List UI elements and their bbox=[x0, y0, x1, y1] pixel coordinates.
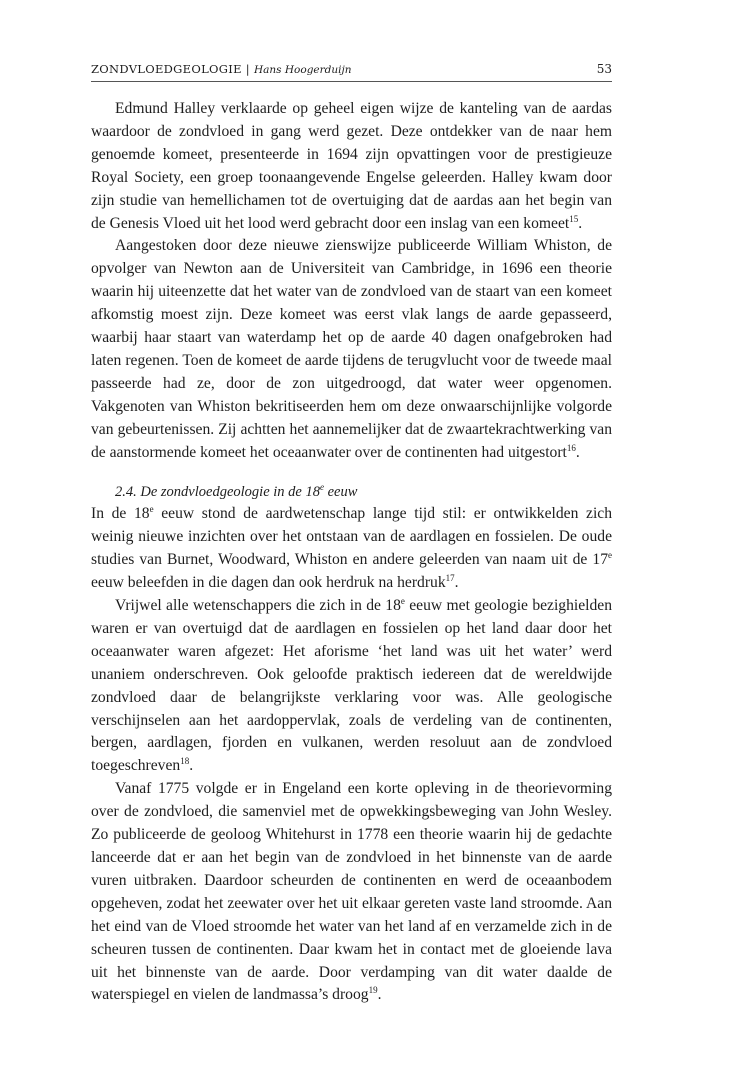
header-rule bbox=[91, 81, 612, 82]
paragraph-whitehurst: Vanaf 1775 volgde er in Engeland een korte opleving in de theorievorming over de zondvloed, die samenviel met de opwekkingsbeweging van John Wesley. Zo publiceerde de geoloog Whitehurst in 1778 een theorie waarin hij de gedachte lanceerde dat er aan het begin van de zondvloed in het binnenste van de aarde vuren uitbraken. Daardoor scheurden de continenten en werd de oceaanbodem opgeheven, zodat het zeewater over het uit elkaar gereten vaste land stroomde. Aan het eind van de Vloed stroomde het water van het land af en verzamelde zich in de scheuren tussen de continenten. Daar kwam het in contact met de gloeiende lava uit het binnenste van de aarde. Door verdamping van dit water daalde de waterspiegel en vielen de landmassa’s droog$^{19}$. bbox=[91, 780, 612, 1004]
journal-title: ZONDVLOEDGEOLOGIE bbox=[91, 62, 242, 76]
section-number: 2.4. bbox=[115, 483, 137, 500]
footnote-ref-16[interactable]: 16 bbox=[566, 442, 576, 453]
page-number: 53 bbox=[596, 62, 612, 76]
footnote-ref-19[interactable]: 19 bbox=[368, 985, 378, 996]
running-head bbox=[91, 62, 352, 76]
running-header bbox=[91, 60, 612, 80]
author-name: Hans Hoogerduijn bbox=[253, 64, 352, 76]
paragraph-whiston: Aangestoken door deze nieuwe zienswijze publiceerde William Whiston, de opvolger van Newton aan de Universiteit van Cambridge, in 1696 een theorie waarin hij uiteenzette dat het water van de zondvloed van de staart van een komeet afkomstig moest zijn. Deze komeet was eerst vlak langs de aarde gepasseerd, waarbij haar staart van waterdamp het op de aarde 40 dagen onafgebroken had laten regenen. Toen de komeet de aarde tijdens de terugvlucht voor de tweede maal passeerde had ze, door de zon uitgedroogd, dat water weer opgenomen. Vakgenoten van Whiston bekritiseerden hem om deze onwaarschijnlijke volgorde van gebeurtenissen. Zij achtten het aannemelijker dat de zwaartekrachtwerking van de aanstormende komeet het oceaanwater over de continenten had uitgestort$^{16}$. bbox=[91, 237, 612, 461]
section-title: De zondvloedgeologie in de 18e eeuw bbox=[140, 481, 358, 500]
paragraph-halley: Edmund Halley verklaarde op geheel eigen wijze de kanteling van de aardas waardoor de zondvloed in gang werd gezet. Deze ontdekker van de naar hem genoemde komeet, presenteerde in 1694 zijn opvattingen voor de prestigieuze Royal Society, een groep toonaangevende Engelse geleerden. Halley kwam door zijn studie van hemellichamen tot de overtuiging dat de aardas aan het begin van de Genesis Vloed uit het lood werd gebracht door een inslag van een komeet$^{15}$. bbox=[91, 100, 612, 232]
footnote-ref-18[interactable]: 18 bbox=[180, 756, 190, 767]
paragraph-18th-century: In de 18e eeuw stond de aardwetenschap lange tijd stil: er ontwikkelden zich weinig nieuwe inzichten over het ontstaan van de aardlagen en fossielen. De oude studies van Burnet, Woodward, Whiston en andere geleerden van naam uit de 17e eeuw beleefden in die dagen dan ook herdruk na herdruk$^{17}$. bbox=[91, 504, 612, 592]
footnote-ref-17[interactable]: 17 bbox=[445, 573, 455, 584]
footnote-ref-15[interactable]: 15 bbox=[569, 213, 579, 224]
header-separator: | bbox=[245, 62, 250, 76]
body-text bbox=[91, 98, 612, 1007]
section-heading bbox=[91, 481, 612, 504]
paragraph-scientists: Vrijwel alle wetenschappers die zich in de 18e eeuw met geologie bezighielden waren er van overtuigd dat de aardlagen en fossielen op het land daar door het oceaanwater waren afgezet: Het aforisme ‘het land was uit het water’ werd unaniem onderschreven. Ook geloofde praktisch iedereen dat de wereldwijde zondvloed daar de belangrijkste verklaring voor was. Alle geologische verschijnselen aan het aardoppervlak, zoals de verdeling van de continenten, bergen, aardlagen, fjorden en vulkanen, werden resoluut aan de zondvloed toegeschreven$^{18}$. bbox=[91, 596, 612, 775]
